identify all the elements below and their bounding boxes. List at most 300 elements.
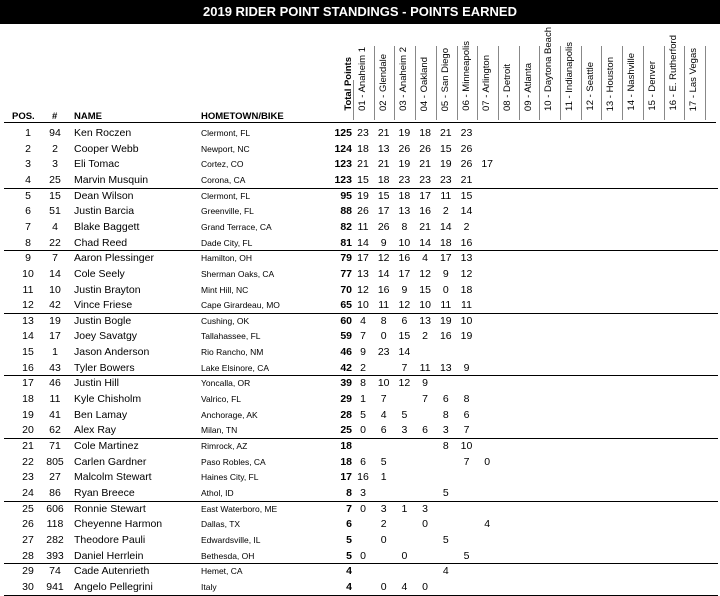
total-points-cell: 125 xyxy=(334,127,352,139)
table-row xyxy=(0,361,720,377)
round-header: 04 - Oakland xyxy=(419,56,431,111)
rider-name-cell: Blake Baggett xyxy=(74,220,140,233)
round-header: 15 - Denver xyxy=(646,61,658,111)
rider-name-cell: Chad Reed xyxy=(74,236,128,249)
column-separator xyxy=(560,46,561,120)
round-points-cell: 10 xyxy=(460,314,473,327)
round-points-cell: 0 xyxy=(401,549,408,562)
round-header: 06 - Minneapolis xyxy=(460,41,472,111)
rider-number-cell: 805 xyxy=(46,455,64,468)
group-divider xyxy=(4,595,718,596)
round-points-cell: 19 xyxy=(398,158,411,171)
rider-number-cell: 11 xyxy=(49,393,61,406)
rider-number-cell: 71 xyxy=(49,440,61,452)
hometown-cell: Cushing, OK xyxy=(201,315,250,326)
table-row xyxy=(0,470,720,486)
rider-name-cell: Tyler Bowers xyxy=(74,361,135,374)
rider-name-cell: Carlen Gardner xyxy=(74,455,147,468)
column-separator xyxy=(539,46,540,120)
round-header: 09 - Atlanta xyxy=(522,62,534,111)
round-points-cell: 6 xyxy=(360,455,366,468)
hometown-cell: Athol, ID xyxy=(201,487,234,498)
hometown-cell: Lake Elsinore, CA xyxy=(201,362,270,373)
round-points-cell: 11 xyxy=(419,361,431,374)
table-row xyxy=(0,486,720,502)
round-points-cell: 19 xyxy=(439,314,452,327)
hometown-cell: Edwardsville, IL xyxy=(201,534,261,545)
round-points-cell: 8 xyxy=(442,408,449,421)
position-cell: 9 xyxy=(25,252,31,265)
round-points-cell: 15 xyxy=(357,173,369,186)
round-points-cell: 11 xyxy=(461,299,472,312)
column-separator xyxy=(519,46,520,120)
rider-name-cell: Justin Barcia xyxy=(74,205,135,218)
round-points-cell: 13 xyxy=(377,142,390,155)
round-points-cell: 17 xyxy=(439,252,452,265)
rider-number-cell: 1 xyxy=(52,346,58,359)
round-points-cell: 18 xyxy=(439,236,452,249)
round-points-cell: 0 xyxy=(360,502,366,515)
rider-number-cell: 10 xyxy=(49,283,61,296)
total-points-cell: 18 xyxy=(340,440,352,452)
round-points-cell: 26 xyxy=(460,142,473,155)
total-points-cell: 79 xyxy=(340,252,352,265)
position-cell: 7 xyxy=(25,220,31,233)
rider-name-cell: Joey Savatgy xyxy=(74,330,138,343)
column-separator xyxy=(415,46,416,120)
round-points-cell: 11 xyxy=(440,189,452,202)
total-points-cell: 4 xyxy=(346,580,352,593)
round-points-cell: 10 xyxy=(357,299,369,312)
table-row xyxy=(0,204,720,220)
hometown-cell: Paso Robles, CA xyxy=(201,456,266,467)
total-points-cell: 60 xyxy=(340,314,352,327)
round-points-cell: 7 xyxy=(463,455,470,468)
column-separator xyxy=(705,46,706,120)
round-points-cell: 0 xyxy=(360,549,366,562)
round-points-cell: 14 xyxy=(398,346,411,359)
rider-name-cell: Cooper Webb xyxy=(74,142,139,155)
rider-name-cell: Ken Roczen xyxy=(74,127,132,139)
round-points-cell: 3 xyxy=(422,502,429,515)
position-cell: 10 xyxy=(22,267,34,280)
number-header: # xyxy=(52,111,58,122)
round-points-cell: 19 xyxy=(398,127,411,139)
round-points-cell: 4 xyxy=(380,408,387,421)
rider-number-cell: 7 xyxy=(52,252,58,265)
table-row xyxy=(0,345,720,361)
round-points-cell: 12 xyxy=(419,267,431,280)
round-points-cell: 16 xyxy=(398,252,411,265)
round-points-cell: 18 xyxy=(460,283,473,296)
round-points-cell: 4 xyxy=(484,518,491,531)
hometown-header: HOMETOWN/BIKE xyxy=(201,111,284,122)
rider-name-cell: Ronnie Stewart xyxy=(74,502,146,515)
hometown-cell: Newport, NC xyxy=(201,143,250,154)
round-points-cell: 17 xyxy=(377,205,390,218)
total-points-cell: 4 xyxy=(346,565,352,578)
total-points-cell: 5 xyxy=(346,533,352,546)
round-points-cell: 10 xyxy=(419,299,431,312)
round-points-cell: 7 xyxy=(463,424,470,437)
round-points-cell: 16 xyxy=(419,205,431,218)
rider-number-cell: 46 xyxy=(49,377,61,390)
round-points-cell: 21 xyxy=(460,173,473,186)
rider-name-cell: Ben Lamay xyxy=(74,408,128,421)
round-points-cell: 19 xyxy=(460,330,473,343)
round-points-cell: 23 xyxy=(460,127,473,139)
round-header: 01 - Anaheim 1 xyxy=(357,47,368,111)
rider-number-cell: 118 xyxy=(46,518,64,531)
table-row xyxy=(0,455,720,471)
round-points-cell: 6 xyxy=(401,314,408,327)
position-cell: 21 xyxy=(22,440,34,452)
position-cell: 19 xyxy=(22,408,34,421)
position-cell: 30 xyxy=(22,580,34,593)
round-points-cell: 15 xyxy=(377,189,390,202)
round-points-cell: 14 xyxy=(357,236,369,249)
rider-number-cell: 17 xyxy=(49,330,61,343)
table-row xyxy=(0,126,720,142)
hometown-cell: Italy xyxy=(201,581,217,592)
page-title: 2019 RIDER POINT STANDINGS - POINTS EARNED xyxy=(0,0,720,24)
column-separator xyxy=(436,46,437,120)
round-points-cell: 7 xyxy=(422,393,429,406)
column-separator xyxy=(477,46,478,120)
total-points-cell: 46 xyxy=(340,346,352,359)
table-row xyxy=(0,189,720,205)
round-header: 10 - Daytona Beach xyxy=(543,27,555,111)
hometown-cell: Milan, TN xyxy=(201,425,238,436)
round-points-cell: 2 xyxy=(360,361,366,374)
hometown-cell: East Waterboro, ME xyxy=(201,503,278,514)
round-points-cell: 17 xyxy=(481,158,494,171)
rider-name-cell: Dean Wilson xyxy=(74,189,134,202)
round-points-cell: 14 xyxy=(419,236,431,249)
position-cell: 14 xyxy=(22,330,34,343)
round-points-cell: 13 xyxy=(357,267,369,280)
hometown-cell: Greenville, FL xyxy=(201,206,254,217)
position-cell: 29 xyxy=(22,565,34,578)
round-points-cell: 1 xyxy=(380,471,387,484)
round-points-cell: 13 xyxy=(439,361,452,374)
round-header: 16 - E. Rutherford xyxy=(667,35,679,111)
total-points-cell: 124 xyxy=(334,142,352,155)
rider-name-cell: Vince Friese xyxy=(74,299,133,312)
position-cell: 24 xyxy=(22,486,34,499)
column-separator xyxy=(374,46,375,120)
round-points-cell: 5 xyxy=(380,455,387,468)
column-separator xyxy=(353,80,354,120)
round-points-cell: 23 xyxy=(377,346,390,359)
round-points-cell: 15 xyxy=(460,189,473,202)
position-cell: 18 xyxy=(22,393,34,406)
rider-name-cell: Malcolm Stewart xyxy=(74,471,152,484)
round-points-cell: 5 xyxy=(442,486,449,499)
hometown-cell: Sherman Oaks, CA xyxy=(201,268,275,279)
total-points-cell: 18 xyxy=(340,455,352,468)
round-points-cell: 12 xyxy=(398,377,411,390)
round-points-cell: 19 xyxy=(439,158,452,171)
round-points-cell: 8 xyxy=(401,220,408,233)
round-header: 02 - Glendale xyxy=(377,53,389,111)
rider-number-cell: 86 xyxy=(49,486,61,499)
round-points-cell: 16 xyxy=(460,236,473,249)
rider-name-cell: Aaron Plessinger xyxy=(74,252,154,265)
hometown-cell: Rio Rancho, NM xyxy=(201,347,264,358)
round-header: 14 - Nashville xyxy=(626,53,638,111)
hometown-cell: Yoncalla, OR xyxy=(201,378,251,389)
hometown-cell: Bethesda, OH xyxy=(201,550,255,561)
hometown-cell: Anchorage, AK xyxy=(201,409,258,420)
rider-name-cell: Daniel Herrlein xyxy=(74,549,144,562)
total-points-cell: 7 xyxy=(346,502,352,515)
rider-number-cell: 94 xyxy=(49,127,61,139)
total-points-cell: 123 xyxy=(334,173,352,186)
total-points-cell: 70 xyxy=(340,283,352,296)
round-points-cell: 8 xyxy=(360,377,366,390)
rider-number-cell: 4 xyxy=(52,220,58,233)
round-points-cell: 0 xyxy=(380,330,387,343)
round-points-cell: 14 xyxy=(439,220,452,233)
rider-number-cell: 41 xyxy=(49,408,61,421)
table-row xyxy=(0,267,720,283)
round-points-cell: 2 xyxy=(380,518,387,531)
rider-name-cell: Ryan Breece xyxy=(74,486,135,499)
rider-name-cell: Cole Seely xyxy=(74,267,125,280)
position-cell: 1 xyxy=(25,127,31,139)
position-cell: 4 xyxy=(25,173,31,186)
hometown-cell: Rimrock, AZ xyxy=(201,441,248,451)
round-points-cell: 6 xyxy=(442,393,449,406)
position-cell: 15 xyxy=(22,346,34,359)
round-points-cell: 18 xyxy=(398,189,411,202)
round-header: 08 - Detroit xyxy=(501,64,513,111)
round-points-cell: 13 xyxy=(419,314,431,327)
rider-number-cell: 25 xyxy=(49,173,61,186)
round-points-cell: 23 xyxy=(398,173,411,186)
round-points-cell: 12 xyxy=(460,267,473,280)
rider-number-cell: 19 xyxy=(49,314,61,327)
rider-name-cell: Kyle Chisholm xyxy=(74,393,142,406)
total-points-cell: 5 xyxy=(346,549,352,562)
round-points-cell: 26 xyxy=(460,158,473,171)
hometown-cell: Hamilton, OH xyxy=(201,253,253,264)
pos-header: POS. xyxy=(12,111,35,122)
position-cell: 20 xyxy=(22,424,34,437)
table-row xyxy=(0,564,720,580)
round-header: 03 - Anaheim 2 xyxy=(398,47,410,111)
position-cell: 27 xyxy=(22,533,34,546)
round-points-cell: 6 xyxy=(380,424,387,437)
column-separator xyxy=(457,46,458,120)
rider-number-cell: 15 xyxy=(49,189,61,202)
rider-number-cell: 42 xyxy=(49,299,61,312)
header-rule xyxy=(4,122,716,123)
round-points-cell: 1 xyxy=(360,393,366,406)
round-points-cell: 8 xyxy=(463,393,470,406)
round-points-cell: 9 xyxy=(401,283,408,296)
position-cell: 11 xyxy=(22,283,34,296)
position-cell: 28 xyxy=(22,549,34,562)
position-cell: 16 xyxy=(22,361,34,374)
name-header: NAME xyxy=(74,111,102,122)
round-points-cell: 5 xyxy=(442,533,449,546)
round-points-cell: 12 xyxy=(398,299,411,312)
round-points-cell: 0 xyxy=(422,580,429,593)
round-header: 13 - Houston xyxy=(605,56,617,111)
round-points-cell: 5 xyxy=(401,408,408,421)
rider-number-cell: 62 xyxy=(49,424,61,437)
round-points-cell: 16 xyxy=(357,471,369,484)
total-points-cell: 25 xyxy=(340,424,352,437)
table-row xyxy=(0,392,720,408)
rider-name-cell: Jason Anderson xyxy=(74,346,150,359)
rider-name-cell: Marvin Musquin xyxy=(74,173,149,186)
round-points-cell: 17 xyxy=(357,252,369,265)
round-points-cell: 1 xyxy=(401,502,408,515)
position-cell: 2 xyxy=(25,142,31,155)
position-cell: 25 xyxy=(22,502,34,515)
hometown-cell: Dallas, TX xyxy=(201,519,241,530)
round-points-cell: 18 xyxy=(357,142,369,155)
rider-name-cell: Theodore Pauli xyxy=(74,533,146,546)
hometown-cell: Mint Hill, NC xyxy=(201,284,249,295)
round-points-cell: 18 xyxy=(377,173,390,186)
rider-number-cell: 74 xyxy=(49,565,61,578)
total-points-cell: 28 xyxy=(340,408,352,421)
round-points-cell: 23 xyxy=(439,173,452,186)
total-points-cell: 8 xyxy=(346,486,352,499)
column-separator xyxy=(581,46,582,120)
round-points-cell: 17 xyxy=(398,267,411,280)
round-points-cell: 2 xyxy=(422,330,429,343)
round-points-cell: 14 xyxy=(460,205,473,218)
total-points-cell: 17 xyxy=(340,471,352,484)
round-points-cell: 7 xyxy=(360,330,366,343)
hometown-cell: Haines City, FL xyxy=(201,472,259,483)
table-row xyxy=(0,502,720,518)
round-points-cell: 6 xyxy=(422,424,429,437)
rider-name-cell: Eli Tomac xyxy=(74,158,120,171)
round-points-cell: 10 xyxy=(398,236,411,249)
round-points-cell: 21 xyxy=(419,158,431,171)
round-points-cell: 0 xyxy=(360,424,366,437)
rider-name-cell: Angelo Pellegrini xyxy=(74,580,153,593)
total-points-cell: 6 xyxy=(346,518,352,531)
round-points-cell: 0 xyxy=(422,518,429,531)
column-separator xyxy=(394,46,395,120)
position-cell: 12 xyxy=(22,299,34,312)
rider-name-cell: Cheyenne Harmon xyxy=(74,518,163,531)
total-points-header: Total Points xyxy=(343,57,354,111)
column-separator xyxy=(643,46,644,120)
table-row xyxy=(0,236,720,252)
rider-number-cell: 51 xyxy=(49,205,61,218)
round-points-cell: 5 xyxy=(463,549,470,562)
round-points-cell: 3 xyxy=(360,486,366,499)
hometown-cell: Dade City, FL xyxy=(201,237,253,248)
round-points-cell: 9 xyxy=(463,361,470,374)
round-points-cell: 16 xyxy=(439,330,452,343)
table-row xyxy=(0,314,720,330)
total-points-cell: 65 xyxy=(340,299,352,312)
round-points-cell: 26 xyxy=(357,205,369,218)
round-points-cell: 4 xyxy=(442,565,449,578)
table-row xyxy=(0,142,720,158)
round-points-cell: 13 xyxy=(460,252,473,265)
round-points-cell: 23 xyxy=(357,127,369,139)
total-points-cell: 82 xyxy=(340,220,352,233)
position-cell: 6 xyxy=(25,205,31,218)
table-row xyxy=(0,549,720,565)
round-points-cell: 7 xyxy=(380,393,387,406)
round-points-cell: 21 xyxy=(377,127,390,139)
position-cell: 22 xyxy=(22,455,34,468)
position-cell: 8 xyxy=(25,236,31,249)
hometown-cell: Corona, CA xyxy=(201,174,246,185)
position-cell: 5 xyxy=(25,189,31,202)
table-row xyxy=(0,173,720,189)
hometown-cell: Tallahassee, FL xyxy=(201,331,261,342)
round-points-cell: 21 xyxy=(419,220,431,233)
column-separator xyxy=(684,46,685,120)
rider-number-cell: 27 xyxy=(49,471,61,484)
round-points-cell: 9 xyxy=(360,346,366,359)
table-row xyxy=(0,298,720,314)
round-points-cell: 16 xyxy=(377,283,390,296)
total-points-cell: 39 xyxy=(340,377,352,390)
round-points-cell: 12 xyxy=(357,283,369,296)
round-points-cell: 5 xyxy=(360,408,366,421)
round-points-cell: 17 xyxy=(419,189,431,202)
table-row xyxy=(0,251,720,267)
round-points-cell: 0 xyxy=(484,455,491,468)
round-points-cell: 7 xyxy=(401,361,408,374)
round-points-cell: 15 xyxy=(439,142,452,155)
round-points-cell: 19 xyxy=(357,189,369,202)
rider-name-cell: Cole Martinez xyxy=(74,440,139,452)
table-row xyxy=(0,423,720,439)
round-points-cell: 2 xyxy=(442,205,449,218)
round-points-cell: 8 xyxy=(442,440,449,452)
round-points-cell: 14 xyxy=(377,267,390,280)
round-header: 12 - Seattle xyxy=(584,62,596,111)
total-points-cell: 59 xyxy=(340,330,352,343)
rider-name-cell: Justin Hill xyxy=(74,377,119,390)
total-points-cell: 123 xyxy=(334,158,352,171)
table-row xyxy=(0,329,720,345)
total-points-cell: 81 xyxy=(340,236,352,249)
round-points-cell: 10 xyxy=(460,440,473,452)
round-points-cell: 3 xyxy=(442,424,449,437)
position-cell: 17 xyxy=(22,377,34,390)
round-points-cell: 13 xyxy=(398,205,411,218)
hometown-cell: Grand Terrace, CA xyxy=(201,221,272,232)
hometown-cell: Cortez, CO xyxy=(201,159,244,170)
round-points-cell: 10 xyxy=(377,377,390,390)
rider-number-cell: 14 xyxy=(49,267,61,280)
rider-number-cell: 393 xyxy=(46,549,64,562)
round-points-cell: 4 xyxy=(360,314,366,327)
total-points-cell: 42 xyxy=(340,361,352,374)
round-points-cell: 26 xyxy=(398,142,411,155)
round-points-cell: 21 xyxy=(357,158,369,171)
hometown-cell: Hemet, CA xyxy=(201,566,243,577)
rider-number-cell: 606 xyxy=(46,502,64,515)
round-points-cell: 9 xyxy=(422,377,429,390)
hometown-cell: Clermont, FL xyxy=(201,128,251,138)
